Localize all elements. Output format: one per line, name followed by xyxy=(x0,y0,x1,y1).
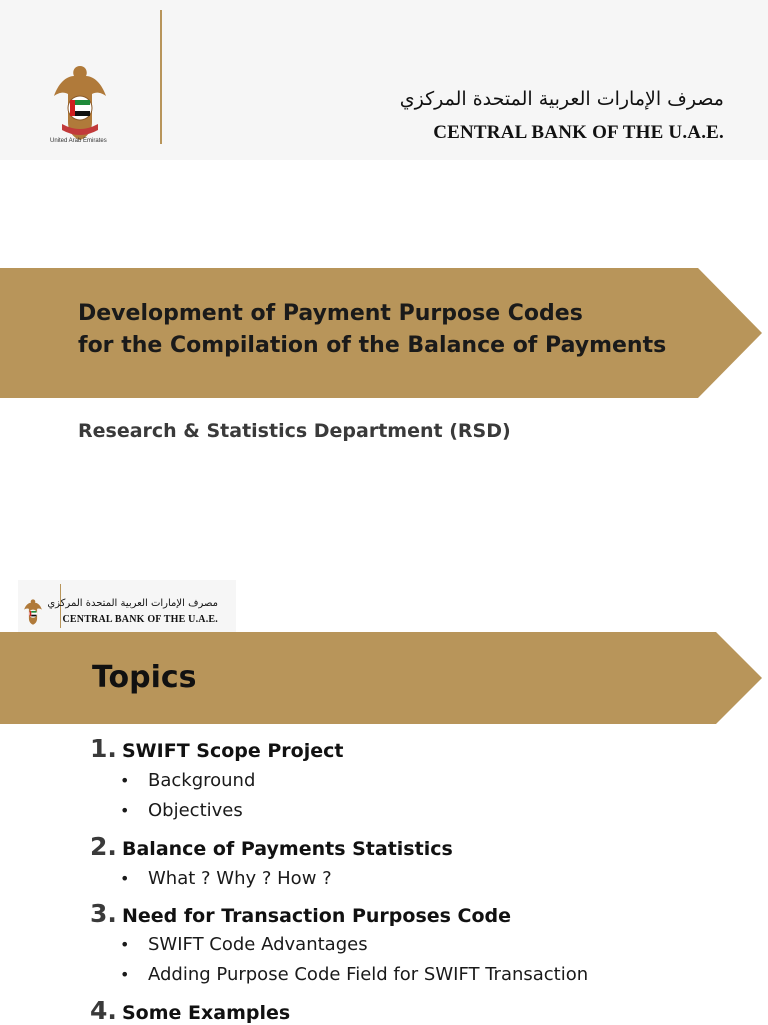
department-subtitle: Research & Statistics Department (RSD) xyxy=(78,420,511,442)
header-divider xyxy=(160,10,162,144)
topic-label: Balance of Payments Statistics xyxy=(122,838,453,860)
uae-emblem-small-icon xyxy=(22,598,44,628)
topic-number: 4. xyxy=(90,996,117,1025)
bullet-icon: • xyxy=(120,801,130,820)
topic-number: 3. xyxy=(90,899,117,928)
subtopic-item: • Adding Purpose Code Field for SWIFT Transaction xyxy=(120,964,589,985)
topic-number: 1. xyxy=(90,734,117,763)
topic-label: Some Examples xyxy=(122,1002,291,1024)
slide2-bank-name-arabic: مصرف الإمارات العربية المتحدة المركزي xyxy=(47,598,218,609)
title-line-2: for the Compilation of the Balance of Payments xyxy=(78,333,667,358)
topic-item xyxy=(90,832,453,861)
bullet-icon: • xyxy=(120,869,130,888)
emblem-caption: United Arab Emirates xyxy=(50,138,107,144)
bank-name-english: CENTRAL BANK OF THE U.A.E. xyxy=(433,122,724,143)
title-line-1: Development of Payment Purpose Codes xyxy=(78,301,583,326)
bullet-icon: • xyxy=(120,935,130,954)
topic-item xyxy=(90,734,343,763)
topics-title: Topics xyxy=(92,660,197,695)
uae-emblem-icon xyxy=(48,62,112,150)
subtopic-item: • Objectives xyxy=(120,800,243,821)
topic-number: 2. xyxy=(90,832,117,861)
presentation-title xyxy=(78,298,666,362)
bullet-icon: • xyxy=(120,965,130,984)
bullet-icon: • xyxy=(120,771,130,790)
topic-item xyxy=(90,996,290,1025)
topic-label: Need for Transaction Purposes Code xyxy=(122,905,512,927)
subtopic-item: • What ? Why ? How ? xyxy=(120,868,332,889)
subtopic-item: • SWIFT Code Advantages xyxy=(120,934,368,955)
bank-name-arabic: مصرف الإمارات العربية المتحدة المركزي xyxy=(399,88,724,110)
topic-label: SWIFT Scope Project xyxy=(122,740,344,762)
topic-item xyxy=(90,899,511,928)
slide2-bank-name-english: CENTRAL BANK OF THE U.A.E. xyxy=(62,614,218,625)
subtopic-item: • Background xyxy=(120,770,256,791)
